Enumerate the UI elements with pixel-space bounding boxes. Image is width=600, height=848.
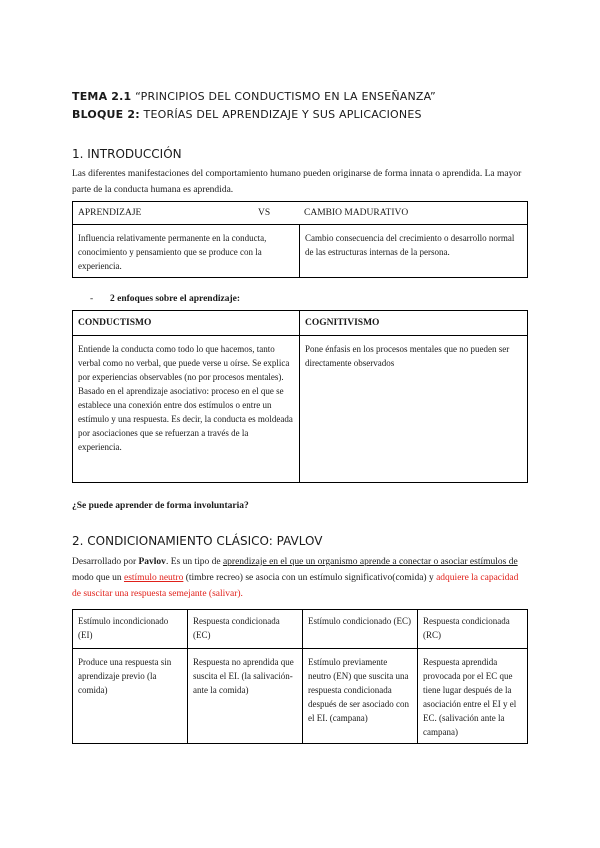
conductismo-p1: Entiende la conducta como todo lo que hacemos, tanto verbal como no verbal, que puede verse u oírse. Se explica por experiencias observables (no por procesos mentales). (78, 344, 290, 382)
pavlov-text-c: modo que un (72, 573, 124, 583)
pavlov-text-b: . Es un tipo de (165, 557, 223, 567)
cell-ei: Produce una respuesta sin aprendizaje previo (la comida) (73, 649, 188, 744)
conductismo-description (73, 336, 300, 483)
aprendizaje-vs-header (73, 202, 528, 225)
cambio-madurativo-header: CAMBIO MADURATIVO (304, 208, 409, 218)
aprendizaje-vs-table (72, 201, 528, 278)
conductismo-header: CONDUCTISMO (73, 311, 300, 336)
pavlov-name: Pavlov (138, 557, 166, 567)
pavlov-text-d: (timbre recreo) se asocia con un estímulo significativo(comida) y (183, 573, 437, 583)
section-2-heading: 2. CONDICIONAMIENTO CLÁSICO: PAVLOV (72, 534, 323, 548)
pavlov-paragraph (72, 554, 528, 602)
cambio-madurativo-definition: Cambio consecuencia del crecimiento o desarrollo normal de las estructuras internas de la persona. (300, 225, 528, 278)
pavlov-red-text: adquiere la capacidad de suscitar una respuesta semejante (salivar). (72, 573, 519, 599)
pavlov-text-a: Desarrollado por (72, 557, 139, 567)
tema-line (72, 88, 528, 106)
cell-ec-estimulo: Estímulo previamente neutro (EN) que suscita una respuesta condicionada después de ser asociado con el EI. (campana) (303, 649, 418, 744)
pavlov-underlined-definition: aprendizaje en el que un organismo aprende a conectar o asociar estímulos de (222, 557, 518, 567)
document-page (72, 88, 528, 744)
tema-label: TEMA 2.1 (72, 90, 132, 103)
bloque-title: TEORÍAS DEL APRENDIZAJE Y SUS APLICACIONES (143, 108, 422, 121)
aprendizaje-definition: Influencia relativamente permanente en la conducta, conocimiento y pensamiento que se produce con la experiencia. (73, 225, 300, 278)
header-ei: Estímulo incondicionado (EI) (73, 610, 188, 649)
cognitivismo-description: Pone énfasis en los procesos mentales que no pueden ser directamente observados (300, 336, 528, 483)
enfoques-label: 2 enfoques sobre el aprendizaje: (110, 294, 241, 304)
tema-title: “PRINCIPIOS DEL CONDUCTISMO EN LA ENSEÑANZA” (135, 90, 436, 103)
vs-label: VS (258, 208, 271, 218)
involuntary-question: ¿Se puede aprender de forma involuntaria? (72, 501, 249, 511)
header-ec-estimulo: Estímulo condicionado (EC) (303, 610, 418, 649)
enfoques-bullet (90, 292, 528, 306)
bullet-dash: - (90, 294, 94, 304)
intro-paragraph: Las diferentes manifestaciones del comportamiento humano pueden originarse de forma innata o aprendida. La mayor parte de la conducta humana es aprendida. (72, 169, 522, 195)
header-ec-respuesta: Respuesta condicionada (EC) (188, 610, 303, 649)
section-1-heading: 1. INTRODUCCIÓN (72, 147, 182, 161)
bloque-label: BLOQUE 2: (72, 108, 140, 121)
enfoques-table (72, 310, 528, 483)
header-rc: Respuesta condicionada (RC) (418, 610, 528, 649)
cell-rc: Respuesta aprendida provocada por el EC que tiene lugar después de la asociación entre el EI y el EC. (salivación ante la campana) (418, 649, 528, 744)
cell-ec-respuesta: Respuesta no aprendida que suscita el EI. (la salivación-ante la comida) (188, 649, 303, 744)
conductismo-p2: Basado en el aprendizaje asociativo: proceso en el que se establece una conexión entre dos estímulos o entre un estímulo y una respuesta. Es decir, la conducta es moldeada por asociaciones que se refuerzan a través de la experiencia. (78, 386, 293, 452)
cognitivismo-header: COGNITIVISMO (300, 311, 528, 336)
aprendizaje-header: APRENDIZAJE (78, 208, 142, 218)
condicionamiento-table (72, 609, 528, 744)
bloque-line (72, 106, 528, 124)
estimulo-neutro-underlined: estímulo neutro (123, 573, 184, 583)
